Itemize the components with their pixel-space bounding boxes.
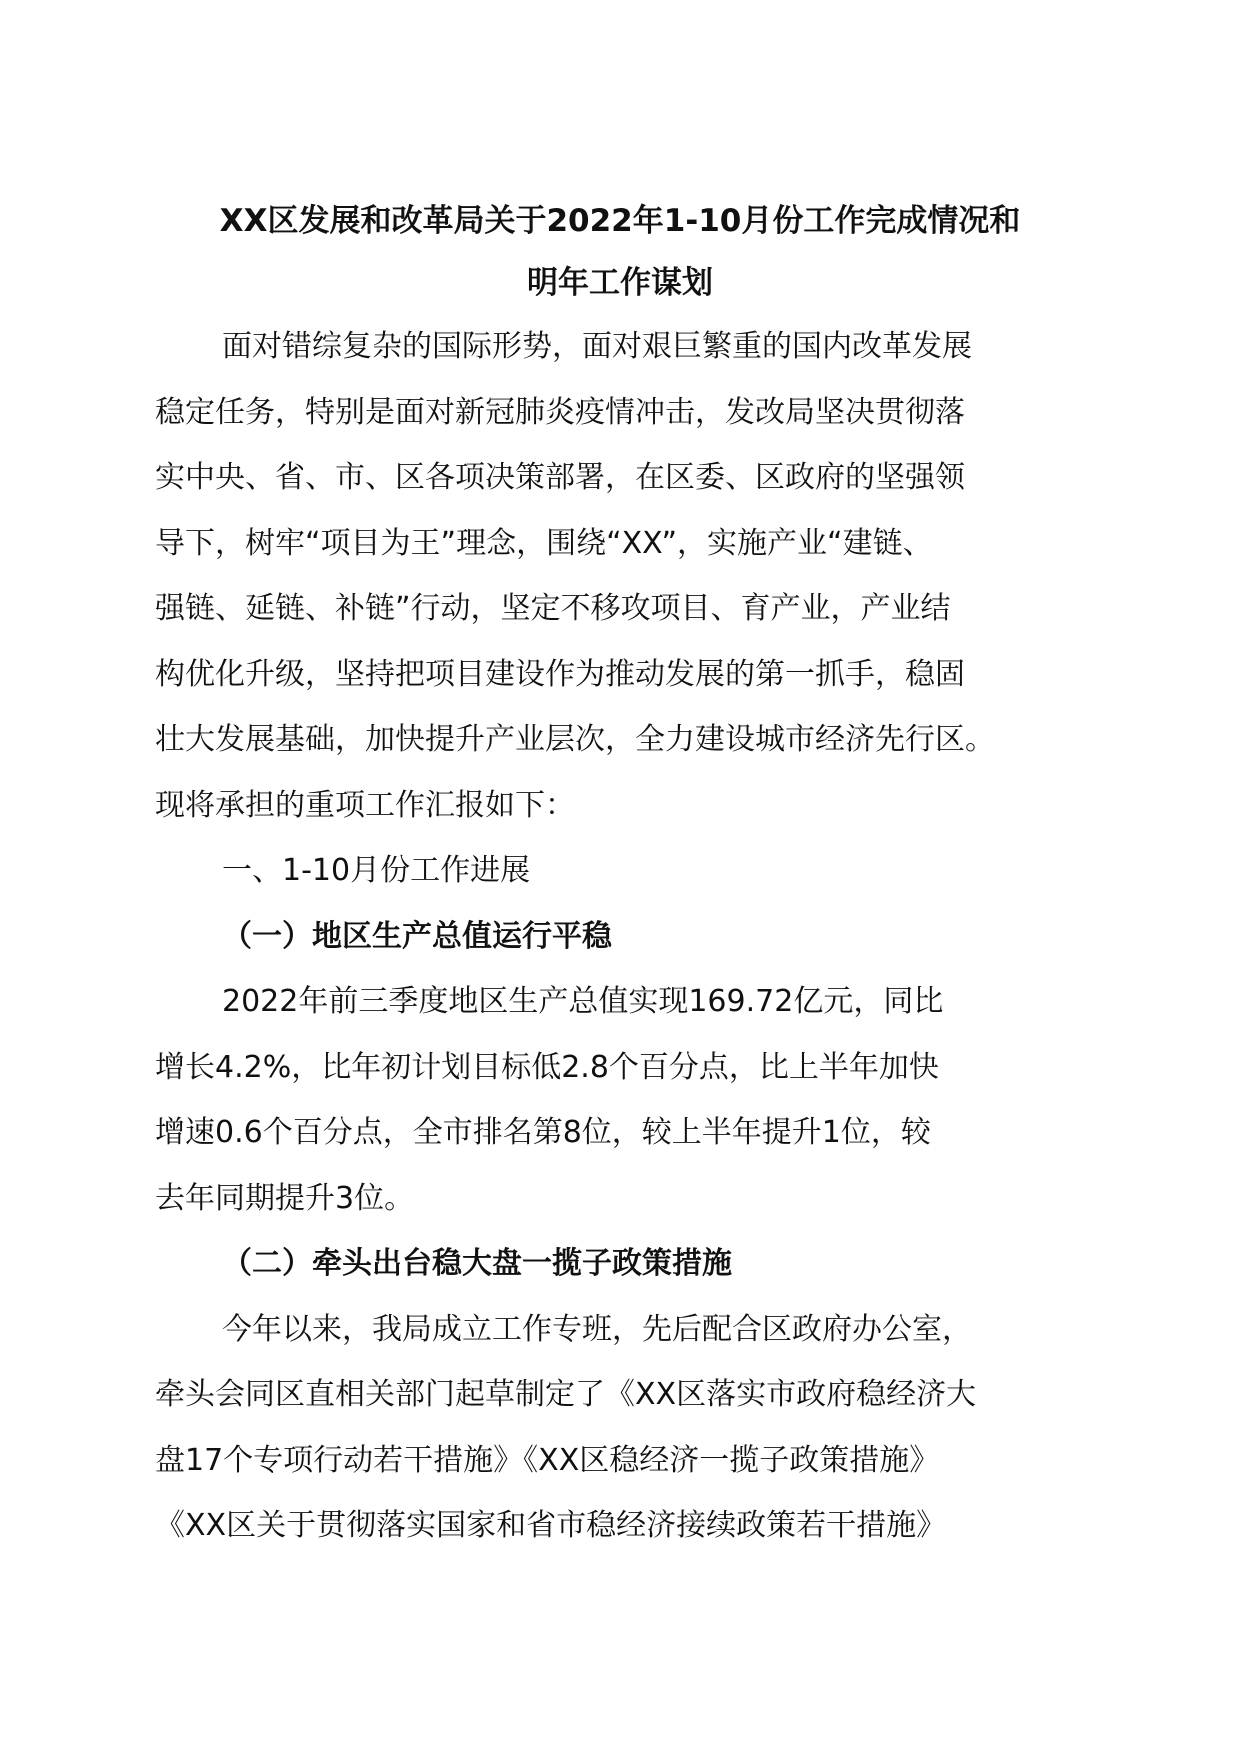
subsection-heading-1: （一）地区生产总值运行平稳 [222,918,612,954]
intro-line: 面对错综复杂的国际形势，面对艰巨繁重的国内改革发展 [222,329,972,364]
intro-line: 现将承担的重项工作汇报如下： [155,787,575,823]
subsection-1-paragraph [155,969,1085,1231]
sub2-line: 牵头会同区直相关部门起草制定了《XX区落实市政府稳经济大 [155,1377,977,1412]
section-heading-1: 一、1-10月份工作进展 [222,853,531,888]
sub1-line: 增长4.2%，比年初计划目标低2.8个百分点，比上半年加快 [155,1049,939,1085]
sub2-line: 盘17个专项行动若干措施》《XX区稳经济一揽子政策措施》 [155,1442,940,1478]
title-line-2: 明年工作谋划 [527,265,713,301]
intro-line: 实中央、省、市、区各项决策部署，在区委、区政府的坚强领 [155,460,965,495]
subsection-2-paragraph [155,1297,1085,1559]
sub1-line: 2022年前三季度地区生产总值实现169.72亿元，同比 [222,984,944,1019]
intro-line: 导下，树牢“项目为王”理念，围绕“XX”，实施产业“建链、 [155,525,933,561]
title-line-1: XX区发展和改革局关于2022年1-10月份工作完成情况和 [219,203,1021,239]
sub2-line: 《XX区关于贯彻落实国家和省市稳经济接续政策若干措施》 [155,1508,947,1543]
sub1-line: 增速0.6个百分点，全市排名第8位，较上半年提升1位，较 [155,1115,931,1150]
sub2-line: 今年以来，我局成立工作专班，先后配合区政府办公室， [222,1311,972,1347]
intro-line: 稳定任务，特别是面对新冠肺炎疫情冲击，发改局坚决贯彻落 [155,394,965,430]
intro-line: 强链、延链、补链”行动，坚定不移攻项目、育产业，产业结 [155,591,951,626]
intro-line: 构优化升级，坚持把项目建设作为推动发展的第一抓手，稳固 [155,656,965,692]
intro-paragraph [155,314,1085,838]
subsection-heading-2: （二）牵头出台稳大盘一揽子政策措施 [222,1246,732,1281]
document-content [155,190,1085,1559]
sub1-line: 去年同期提升3位。 [155,1180,415,1216]
document-title [155,190,1085,314]
intro-line: 壮大发展基础，加快提升产业层次，全力建设城市经济先行区。 [155,722,995,757]
